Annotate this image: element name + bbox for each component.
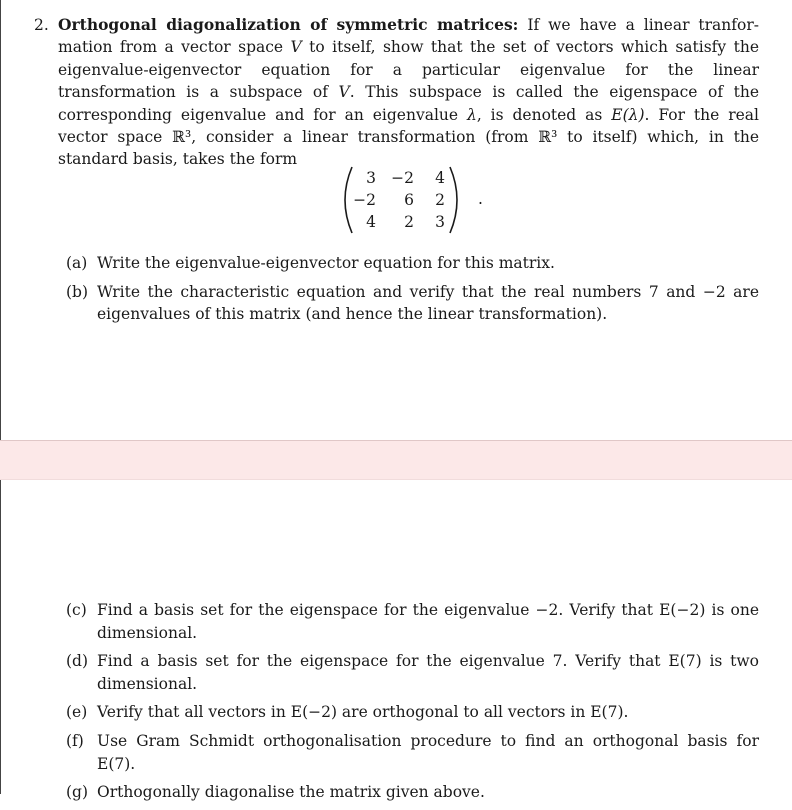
- problem-statement: [34, 14, 759, 171]
- lambda-symbol: λ: [466, 105, 477, 124]
- matrix: [340, 165, 490, 235]
- part-item: [66, 599, 759, 644]
- vector-space-symbol: V: [290, 38, 302, 57]
- part-label: (f): [66, 731, 84, 750]
- matrix-cell: −2: [353, 191, 376, 209]
- parts-top: [66, 252, 759, 332]
- problem-body: [58, 14, 759, 171]
- part-item: [66, 730, 759, 775]
- matrix-cell: 4: [366, 213, 376, 231]
- r3-symbol-2: ℝ³: [538, 128, 558, 147]
- part-label: (d): [66, 652, 89, 671]
- problem-number: 2.: [34, 16, 49, 34]
- vector-space-symbol-2: V: [338, 83, 350, 102]
- part-item: [66, 650, 759, 695]
- r3-symbol: ℝ³: [172, 128, 192, 147]
- matrix-cell: 3: [366, 169, 376, 187]
- part-label: (e): [66, 703, 88, 722]
- part-label: (b): [66, 282, 89, 301]
- part-label: (c): [66, 601, 87, 619]
- matrix-cell: −2: [391, 169, 414, 187]
- part-item: [66, 781, 759, 804]
- part-label: (g): [66, 783, 89, 802]
- problem-title: Orthogonal diagonalization of symmetric matrices:: [58, 15, 519, 34]
- page-break: [0, 440, 792, 480]
- matrix-cell: 6: [404, 191, 414, 209]
- part-item: [66, 252, 759, 275]
- part-text: Use Gram Schmidt orthogonalisation procedure to find an orthogonal basis for E(7).: [97, 731, 759, 773]
- matrix-cell: 2: [435, 191, 445, 209]
- intro-text-5: . For the real vector space: [58, 105, 759, 147]
- matrix-cell: 4: [435, 169, 445, 187]
- matrix-cell: 2: [404, 213, 414, 231]
- intro-text-7: to itself) which, in the standard basis, takes the form: [58, 128, 759, 169]
- intro-text-4: , is denoted as: [476, 105, 612, 124]
- matrix-period: .: [478, 190, 483, 208]
- matrix-cell: 3: [435, 213, 445, 231]
- intro-text-3: . This subspace is called the eigenspace of the corresponding eigenvalue and for an eigenvalue: [58, 83, 760, 124]
- part-text: Find a basis set for the eigenspace for the eigenvalue −2. Verify that E(−2) is one dimensional.: [97, 601, 759, 642]
- part-text: Write the eigenvalue-eigenvector equation for this matrix.: [97, 254, 555, 272]
- intro-text-2: to itself, show that the set of vectors which satisfy the eigenvalue-eigenvector equation for a particular eigenvalue for the linear transformation is a subspace of: [58, 38, 759, 102]
- part-text: Orthogonally diagonalise the matrix given above.: [97, 783, 485, 802]
- eigenspace-symbol: E(λ): [611, 105, 645, 124]
- intro-text-1: If we have a linear tranfor- mation from a vector space: [58, 16, 759, 57]
- part-item: [66, 701, 759, 724]
- part-text: Find a basis set for the eigenspace for the eigenvalue 7. Verify that E(7) is two dimensional.: [97, 652, 759, 693]
- part-item: [66, 281, 759, 326]
- part-text: Write the characteristic equation and verify that the real numbers 7 and −2 are eigenvalues of this matrix (and hence the linear transformation).: [97, 282, 759, 324]
- parts-bottom: [66, 599, 759, 810]
- part-text: Verify that all vectors in E(−2) are orthogonal to all vectors in E(7).: [97, 703, 629, 722]
- intro-text-6: , consider a linear transformation (from: [191, 128, 539, 147]
- part-label: (a): [66, 254, 88, 272]
